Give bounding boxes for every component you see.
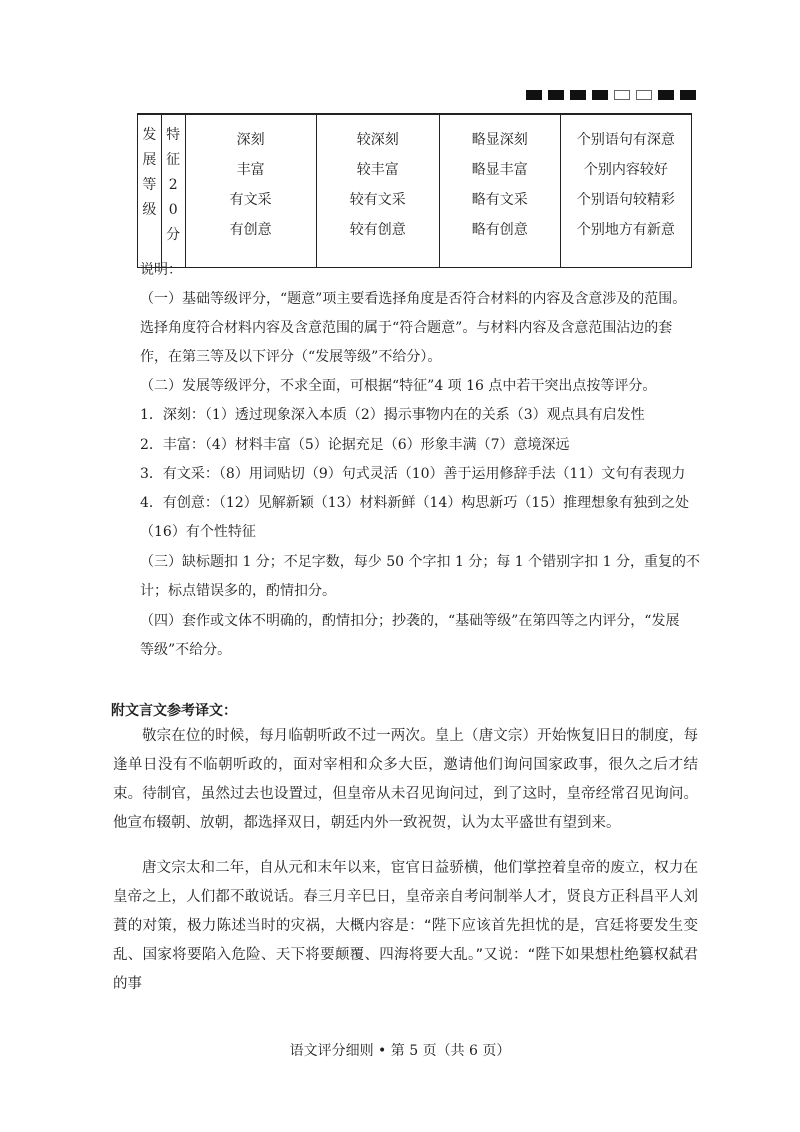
note-line: 等级”不给分。 xyxy=(140,642,232,658)
translation-paragraph: 敬宗在位的时候，每月临朝听政不过一两次。皇上（唐文宗）开始恢复旧日的制度，每逢单日没有不临朝听政的，面对宰相和众多大臣，邀请他们询问国家政事，很久之后才结束。待制官，虽然过去也设置过，但皇帝从未召见询问过，到了这时，皇帝经常召见询问。他宣布辍朝、放朝，都选择双日，朝廷内外一致祝贺，认为太平盛世有望到来。 xyxy=(113,728,698,831)
header-marks xyxy=(526,90,696,100)
grade-column-3 xyxy=(439,114,560,268)
vertical-label-char: 分 xyxy=(166,227,181,243)
page-footer: 语文评分细则 • 第 5 页（共 6 页） xyxy=(289,1043,511,1059)
filled-square-mark xyxy=(526,90,542,100)
grade-cell: 有创意 xyxy=(229,222,272,238)
note-line: （四）套作或文体不明确的，酌情扣分；抄袭的，“基础等级”在第四等之内评分，“发展 xyxy=(140,613,680,629)
note-line: （一）基础等级评分，“题意”项主要看选择角度是否符合材料的内容及含意涉及的范围。 xyxy=(140,291,687,307)
note-line: （16）有个性特征 xyxy=(140,524,256,540)
vertical-label-char: 级 xyxy=(142,202,157,218)
filled-square-mark xyxy=(570,90,586,100)
grade-cell: 个别语句较精彩 xyxy=(576,192,675,208)
vertical-label-char: 发 xyxy=(142,127,157,143)
grading-table xyxy=(137,113,692,268)
grade-cell: 深刻 xyxy=(236,132,265,148)
empty-square-mark xyxy=(614,90,630,100)
grade-cell: 略有创意 xyxy=(471,222,528,238)
grade-cell: 略显深刻 xyxy=(471,132,528,148)
grade-cell: 个别地方有新意 xyxy=(576,222,675,238)
translation-paragraph: 唐文宗太和二年，自从元和末年以来，宦官日益骄横，他们掌控着皇帝的废立，权力在皇帝之上，人们都不敢说话。春三月辛巳日，皇帝亲自考问制举人才，贤良方正科昌平人刘蕡的对策，极力陈述当时的灾祸，大概内容是：“陛下应该首先担忧的是，宫廷将要发生变乱、国家将要陷入危险、天下将要颠覆、四海将要大乱。”又说：“陛下如果想杜绝篡权弑君的事 xyxy=(113,860,698,992)
vertical-label-char: 展 xyxy=(142,152,157,168)
grade-column-2 xyxy=(316,114,439,268)
grade-cell: 个别内容较好 xyxy=(583,162,668,178)
filled-square-mark xyxy=(680,90,696,100)
note-line: 2．丰富：（4）材料丰富（5）论据充足（6）形象丰满（7）意境深远 xyxy=(140,437,570,453)
grade-cell: 丰富 xyxy=(236,162,265,178)
note-line: 选择角度符合材料内容及含意范围的属于“符合题意”。与材料内容及含意范围沾边的套 xyxy=(140,320,673,336)
note-line: 4．有创意：（12）见解新颖（13）材料新鲜（14）构思新巧（15）推理想象有独到之处 xyxy=(140,495,690,511)
notes-title: 说明： xyxy=(140,262,182,278)
grade-cell: 较有创意 xyxy=(349,222,406,238)
grade-cell: 较丰富 xyxy=(356,162,399,178)
note-line: 1．深刻：（1）透过现象深入本质（2）揭示事物内在的关系（3）观点具有启发性 xyxy=(140,407,645,423)
vertical-label-char: 等 xyxy=(142,177,157,193)
vertical-label-char: 2 xyxy=(168,177,178,193)
filled-square-mark xyxy=(548,90,564,100)
filled-square-mark xyxy=(592,90,608,100)
grade-column-4 xyxy=(560,114,691,268)
grade-cell: 有文采 xyxy=(229,192,272,208)
grade-column-1 xyxy=(185,114,316,268)
grade-cell: 略显丰富 xyxy=(471,162,528,178)
note-line: （三）缺标题扣 1 分；不足字数，每少 50 个字扣 1 分；每 1 个错别字扣 1 分，重复的不 xyxy=(140,554,700,570)
feature-label-cell xyxy=(161,114,185,268)
row-label-cell xyxy=(138,114,162,268)
vertical-label-char: 特 xyxy=(166,127,181,143)
vertical-label-char: 征 xyxy=(166,152,181,168)
note-line: 作，在第三等及以下评分（“发展等级”不给分）。 xyxy=(140,349,442,365)
filled-square-mark xyxy=(658,90,674,100)
grade-cell: 个别语句有深意 xyxy=(576,132,675,148)
translation-title: 附文言文参考译文： xyxy=(111,703,237,719)
note-line: （二）发展等级评分，不求全面，可根据“特征”4 项 16 点中若干突出点按等评分。 xyxy=(140,378,657,394)
grade-cell: 较有文采 xyxy=(349,192,406,208)
note-line: 3．有文采：（8）用词贴切（9）句式灵活（10）善于运用修辞手法（11）文句有表现力 xyxy=(140,466,686,482)
empty-square-mark xyxy=(636,90,652,100)
vertical-label-char: 0 xyxy=(168,202,178,218)
note-line: 计；标点错误多的，酌情扣分。 xyxy=(140,583,336,599)
grade-cell: 较深刻 xyxy=(356,132,399,148)
grade-cell: 略有文采 xyxy=(471,192,528,208)
